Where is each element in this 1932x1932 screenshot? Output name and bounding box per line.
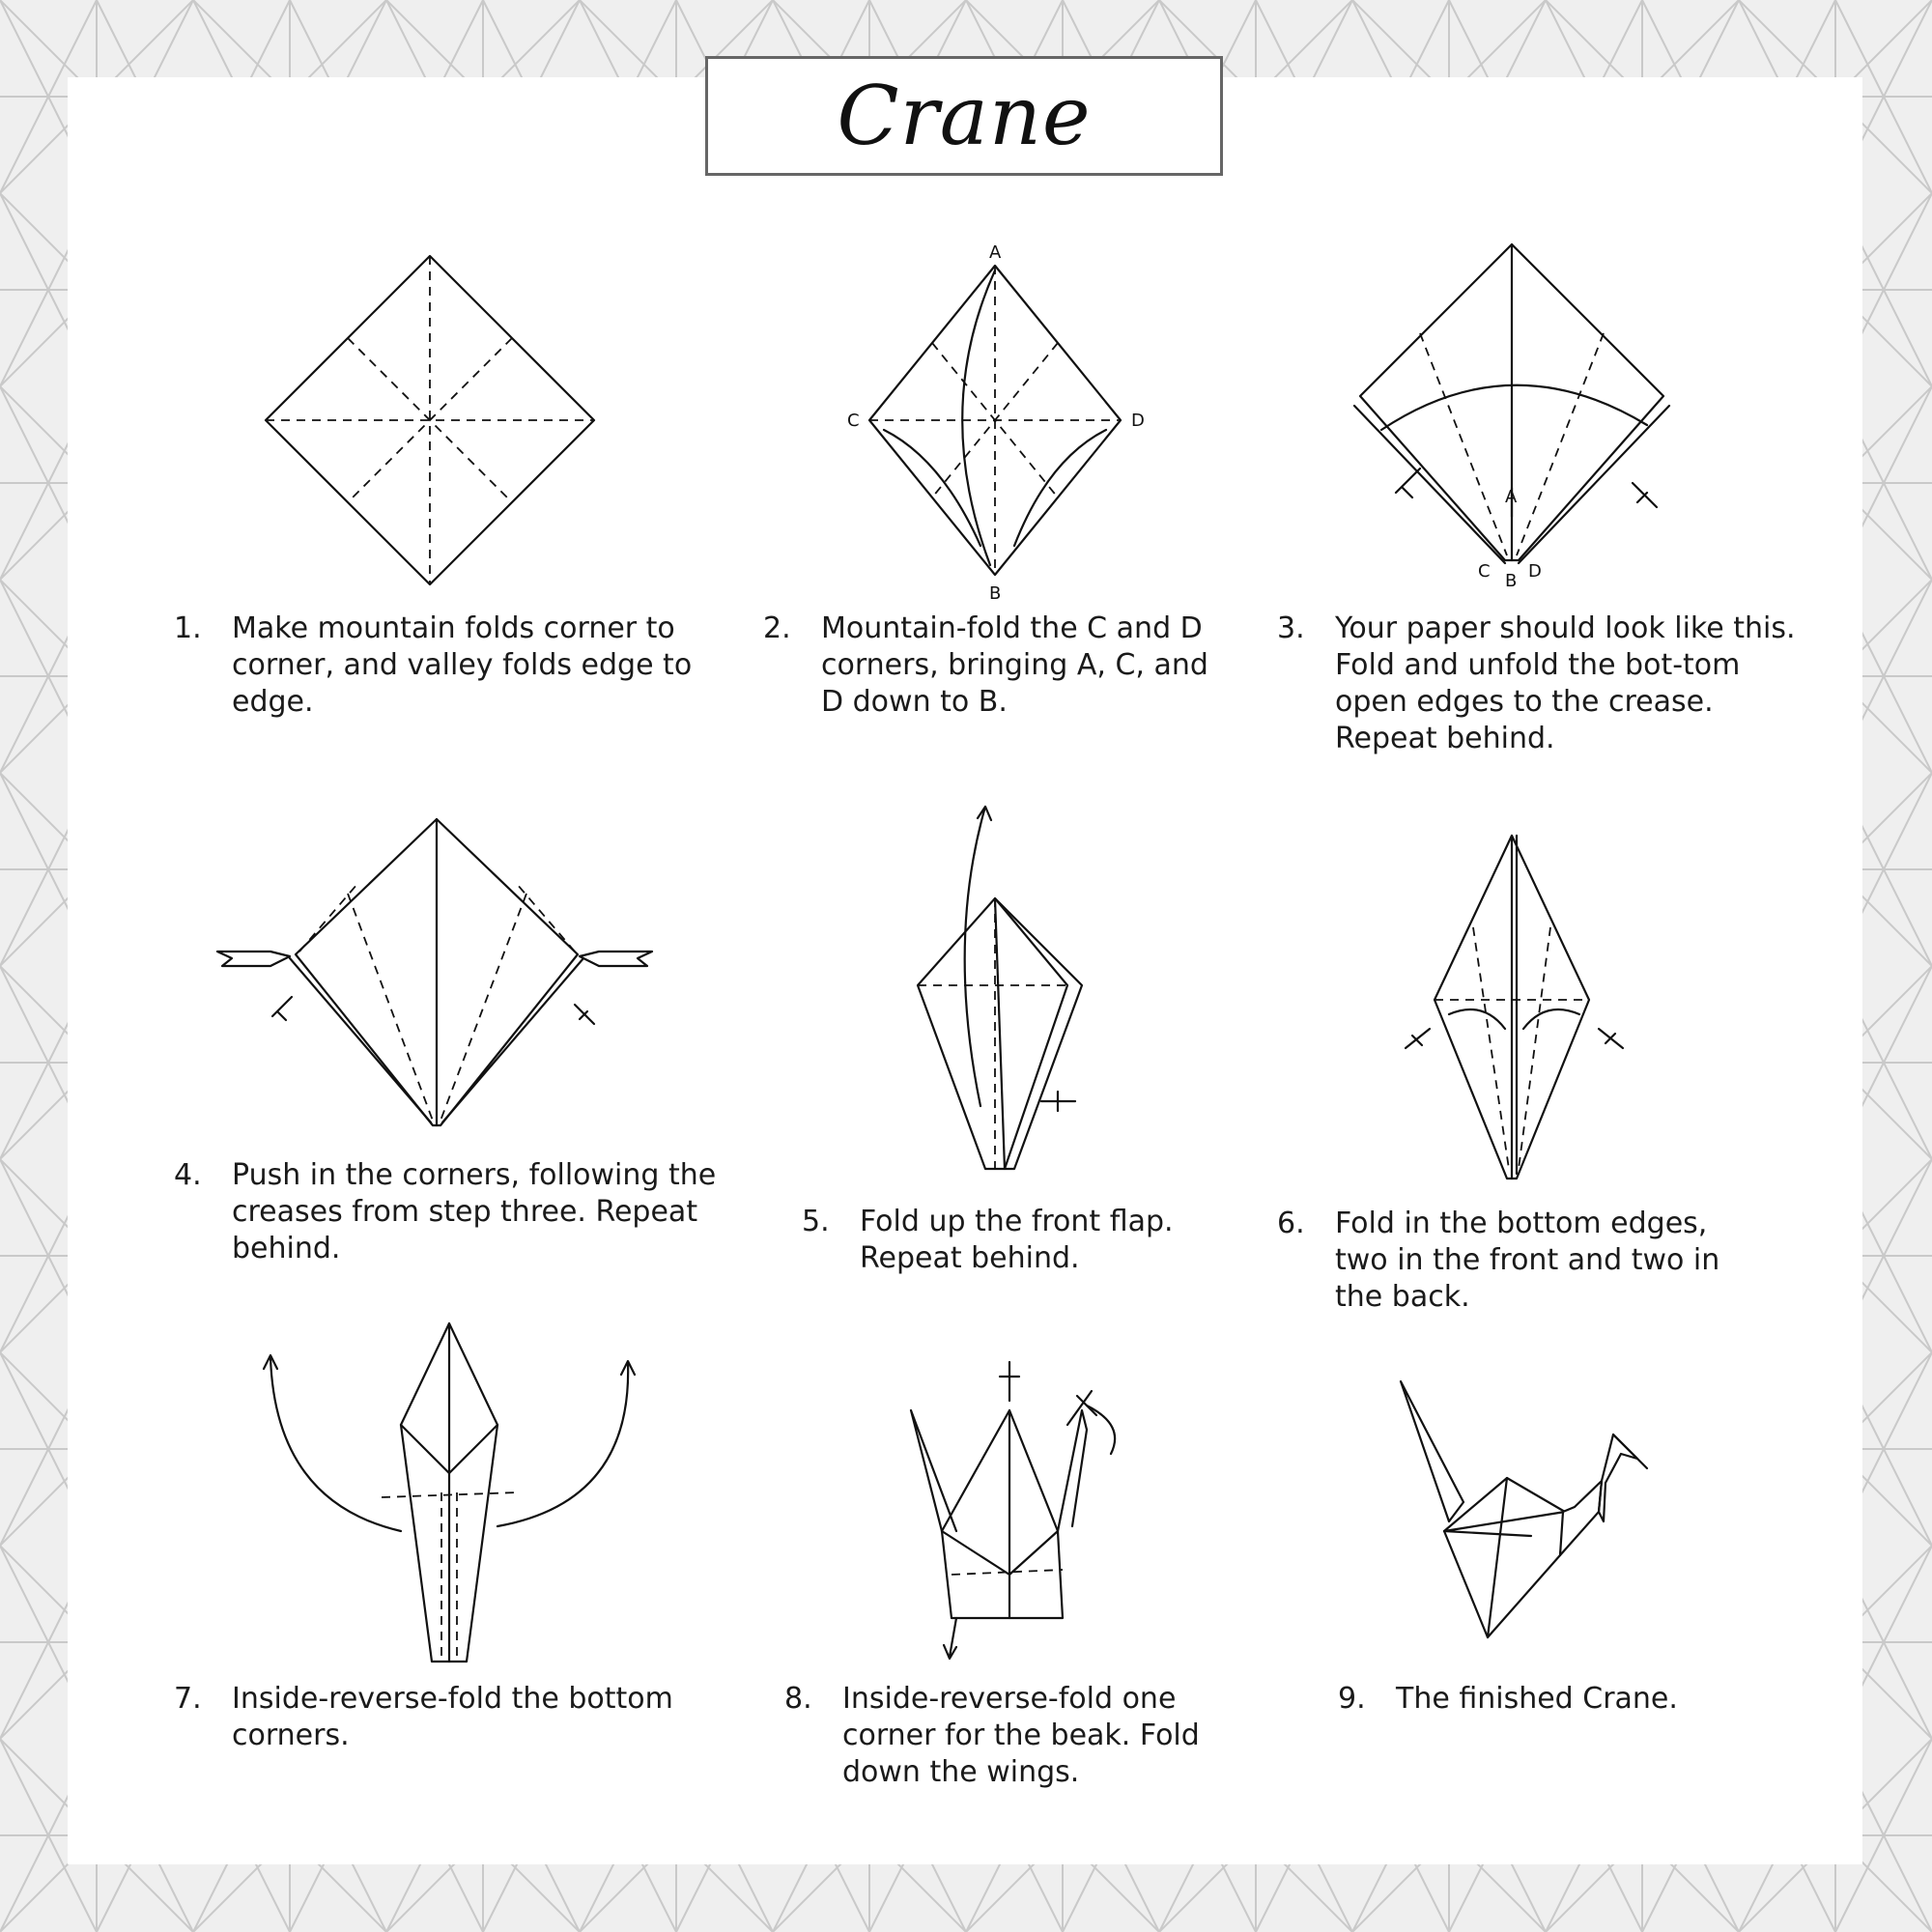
label-d: D xyxy=(1131,411,1145,431)
diagram-step-8 xyxy=(903,1357,1135,1666)
diagram-step-6 xyxy=(1391,831,1642,1188)
step-number: 7. xyxy=(174,1682,202,1716)
step-text: Inside-reverse-fold one corner for the beak. Fold down the wings. xyxy=(842,1682,1200,1789)
label-b: B xyxy=(989,583,1002,604)
step-text: The finished Crane. xyxy=(1396,1682,1678,1716)
step-number: 9. xyxy=(1338,1682,1366,1716)
step-text: Push in the corners, following the creases from step three. Repeat behind. xyxy=(232,1158,717,1265)
step-text: Your paper should look like this. Fold and unfold the bot-tom open edges to the crease. Repeat behind. xyxy=(1335,611,1796,755)
label-d-step3: D xyxy=(1528,561,1542,582)
step-number: 2. xyxy=(763,611,791,645)
diagram-step-4 xyxy=(213,811,667,1130)
diagram-step-2 xyxy=(816,237,1174,604)
label-c: C xyxy=(847,411,860,431)
label-a-step3: A xyxy=(1505,487,1518,507)
step-number: 3. xyxy=(1277,611,1305,645)
diagram-step-7 xyxy=(256,1319,652,1671)
label-b-step3: B xyxy=(1505,571,1518,591)
step-number: 5. xyxy=(802,1205,830,1238)
page-title: Crane xyxy=(837,69,1092,163)
step-number: 8. xyxy=(784,1682,812,1716)
step-text: Mountain-fold the C and D corners, bringing A, C, and D down to B. xyxy=(821,611,1208,719)
step-number: 1. xyxy=(174,611,202,645)
step-number: 6. xyxy=(1277,1207,1305,1240)
step-text: Fold in the bottom edges, two in the front and two in the back. xyxy=(1335,1207,1720,1314)
step-number: 4. xyxy=(174,1158,202,1192)
step-text: Make mountain folds corner to corner, and valley folds edge to edge. xyxy=(232,611,693,719)
diagram-step-5 xyxy=(898,797,1111,1183)
step-text: Fold up the front flap. Repeat behind. xyxy=(860,1205,1174,1275)
label-c-step3: C xyxy=(1478,561,1491,582)
diagram-step-9 xyxy=(1391,1377,1652,1642)
diagram-step-1 xyxy=(251,246,609,594)
title-box xyxy=(705,56,1223,176)
label-a: A xyxy=(989,242,1002,263)
step-text: Inside-reverse-fold the bottom corners. xyxy=(232,1682,673,1752)
diagram-step-3 xyxy=(1343,237,1690,594)
